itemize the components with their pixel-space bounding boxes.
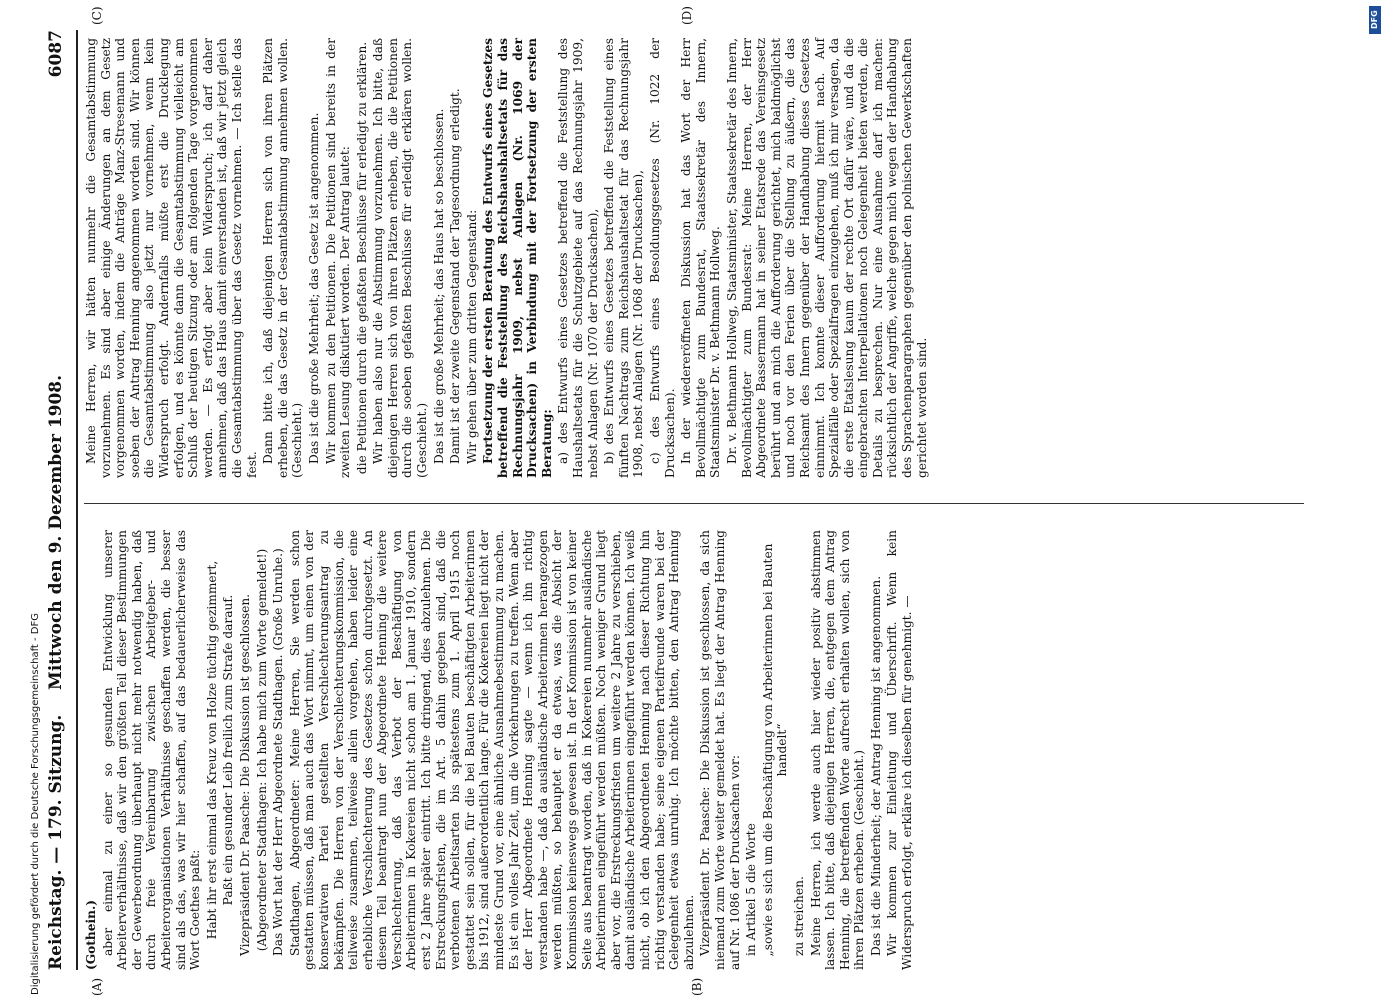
paragraph: Damit ist der zweite Gegenstand der Tagesordnung erledigt. bbox=[448, 88, 463, 464]
paragraph: Wir kommen zur Einleitung und Überschrift. Wenn kein Widerspruch erfolgt, erkläre ich dieselben für genehmigt. — bbox=[885, 530, 915, 970]
marker-c: (C) bbox=[90, 6, 104, 25]
agenda-item: Fortsetzung der ersten Beratung des Entwurfs eines Gesetzes betreffend die Feststellung des Reichshaushaltsetats für das Rechnungsjahr 1909, nebst Anlagen (Nr. 1069 der Drucksachen) in Verbindung mit der Fortsetzung der ersten Beratung: bbox=[481, 38, 554, 478]
marker-b: (B) bbox=[690, 977, 704, 996]
speaker-label: (Gothein.) bbox=[84, 899, 98, 970]
paragraph: Dann bitte ich, daß diejenigen Herren sich von ihren Plätzen erheben, die das Gesetz in der Gesamtabstimmung annehmen wollen. (Geschieht.) bbox=[261, 38, 305, 478]
page-number: 6087 bbox=[46, 30, 66, 78]
paragraph: Stadthagen, Abgeordneter: Meine Herren, Sie werden schon gestatten müssen, daß man auch das Wort nimmt, um einen von der konservativen Partei gestellten Verschlechterungsantrag zu bekämpfen. Die Herren von der Verschlechterungskommission, die teilweise zusammen, teilweise allein vorgehen, haben leider eine erhebliche Verschlechterung des Gesetzes schon durchgesetzt. An diesem Teil beantragt nun der Abgeordnete Henning die weitere Verschlechterung, daß das Verbot der Beschäftigung von Arbeiterinnen in Kokereien nicht schon am 1. Januar 1910, sondern erst 2 Jahre später eintritt. Ich bitte dringend, dies abzulehnen. Die Erstreckungsfristen, die im Art. 5 dahin gegeben sind, daß die verbotenen Arbeitsarten bis spätestens zum 1. April 1915 noch gestattet sein sollen, für die bei Bauten beschäftigten Arbeiterinnen bis 1912, sind außerordentlich lange. Für die Kokereien liegt nicht der mindeste Grund vor, eine ähnliche Ausnahmebestimmung zu machen. Es ist ein volles Jahr Zeit, um die Vorkehrungen zu treffen. Wenn aber der Herr Abgeordnete Henning sagte — wenn ich ihn richtig verstanden habe —, daß da ausländische Arbeiterinnen herangezogen werden müßten, so behauptet er da etwas, was die Absicht der Kommission keineswegs gewesen ist. In der Kommission ist von keiner Seite aus beantragt worden, daß in Kokereien nunmehr ausländische Arbeiterinnen eingeführt werden müßten. Noch weniger Grund liegt aber vor, die Erstreckungsfristen um weitere 2 Jahre zu verschieben, damit ausländische Arbeiterinnen eingeführt werden können. Ich weiß nicht, ob ich den Abgeordneten Henning nach dieser Richtung hin richtig verstanden habe; seine eigenen Parteifreunde waren bei der Gelegenheit etwas unruhig. Ich möchte bitten, den Antrag Henning abzulehnen. bbox=[287, 530, 696, 970]
agenda-subitem: b) des Entwurfs eines Gesetzes betreffend die Feststellung eines fünften Nachtrags zum Reichshaushaltsetat für das Rechnungsjahr 1908, nebst Anlagen (Nr. 1068 der Drucksachen), bbox=[602, 38, 646, 478]
paragraph: Das ist die große Mehrheit; das Haus hat so beschlossen. bbox=[431, 108, 446, 464]
paragraph: in Artikel 5 die Worte bbox=[744, 823, 759, 956]
paragraph: Vizepräsident Dr. Paasche: Die Diskussion ist geschlossen. bbox=[237, 593, 252, 956]
paragraph: zu streichen. bbox=[791, 876, 806, 956]
dfg-logo: DFG bbox=[1369, 6, 1381, 34]
paragraph: aber einmal zu einer so gesunden Entwicklung unserer Arbeiterverhältnisse, daß wir den größten Teil dieser Bestimmungen der Gewerbeordnung überhaupt nicht mehr notwendig haben, daß durch freie Vereinbarung zwischen Arbeitgeber- und Arbeiterorganisationen Verhältnisse geschaffen werden, die besser sind als das, was wir hier schaffen, auf das bedauerlicherweise das Wort Goethes paßt: bbox=[100, 530, 203, 970]
header-date: Mittwoch den 9. Dezember 1908. bbox=[46, 374, 66, 690]
paragraph: Wir kommen zu den Petitionen. Die Petitionen sind bereits in der zweiten Lesung diskutiert worden. Der Antrag lautet: bbox=[323, 38, 353, 478]
right-column bbox=[84, 38, 931, 478]
paragraph: Vizepräsident Dr. Paasche: Die Diskussion ist geschlossen, da sich niemand zum Worte weiter gemeldet hat. Es liegt der Antrag Henning auf Nr. 1086 der Drucksachen vor: bbox=[698, 530, 742, 970]
marker-a: (A) bbox=[90, 977, 104, 996]
page-header bbox=[40, 30, 78, 970]
rotated-page bbox=[40, 6, 1320, 996]
digitization-credit: Digitalisierung gefördert durch die Deutsche Forschungsgemeinschaft - DFG bbox=[30, 612, 41, 995]
quote-line: Paßt ein gesunder Leib freilich zum Strafe darauf. bbox=[221, 594, 236, 906]
marker-d: (D) bbox=[680, 6, 694, 25]
paragraph: Das ist die große Mehrheit; das Gesetz ist angenommen. bbox=[306, 112, 321, 464]
column-divider bbox=[84, 503, 1304, 504]
paragraph: Meine Herren, ich werde auch hier wieder positiv abstimmen lassen. Ich bitte, daß diejenigen Herren, die, entgegen dem Antrag Henning, die betreffenden Worte aufrecht erhalten wollen, sich von ihren Plätzen erheben. (Geschieht.) bbox=[808, 530, 867, 970]
paragraph: Das Wort hat der Herr Abgeordnete Stadthagen. (Große Unruhe.) bbox=[271, 548, 286, 956]
paragraph: In der wiedereröffneten Diskussion hat das Wort der Herr Bevollmächtigte zum Bundesrat, Staatssekretär des Innern, Staatsminister Dr. v. Bethmann Hollweg. bbox=[679, 38, 723, 478]
paragraph: Wir gehen über zum dritten Gegenstand: bbox=[464, 209, 479, 464]
quote-line: Habt ihr erst einmal das Kreuz von Holze tüchtig gezimmert, bbox=[204, 560, 219, 940]
left-column bbox=[84, 530, 917, 970]
interjection: (Abgeordneter Stadthagen: Ich habe mich zum Worte gemeldet!) bbox=[254, 548, 269, 952]
quote-line: „sowie es sich um die Beschäftigung von Arbeiterinnen bei Bauten handelt“ bbox=[760, 543, 790, 957]
header-left: Reichstag. — 179. Sitzung. bbox=[46, 714, 66, 970]
paragraph: Wir haben also nur die Abstimmung vorzunehmen. Ich bitte, daß diejenigen Herren sich von ihren Plätzen erheben, die die Petitionen durch die soeben gefaßten Beschlüsse für erledigt erklären wollen. (Geschieht.) bbox=[371, 38, 430, 478]
paragraph: Das ist die Minderheit; der Antrag Henning ist angenommen. bbox=[868, 575, 883, 956]
paragraph: Meine Herren, wir hätten nunmehr die Gesamtabstimmung vorzunehmen. Es sind aber einige Änderungen an dem Gesetz vorgenommen worden, indem die Anträge Manz-Stresemann und soeben der Antrag Henning angenommen worden sind. Wir können die Gesamtabstimmung also jetzt nur vornehmen, wenn kein Widerspruch erfolgt. Andernfalls müßte erst die Drucklegung erfolgen, und es könnte dann die Gesamtabstimmung vielleicht am Schluß der heutigen Sitzung oder am folgenden Tage vorgenommen werden. — Es erfolgt aber kein Widerspruch; ich darf daher annehmen, daß das Haus damit einverstanden ist, daß wir jetzt gleich die Gesamtabstimmung über das Gesetz vornehmen. — Ich stelle das fest. bbox=[84, 38, 259, 478]
agenda-subitem: c) des Entwurfs eines Besoldungsgesetzes (Nr. 1022 der Drucksachen). bbox=[647, 38, 677, 478]
agenda-subitem: a) des Entwurfs eines Gesetzes betreffend die Feststellung des Haushaltsetats für die Schutzgebiete auf das Rechnungsjahr 1909, nebst Anlagen (Nr. 1070 der Drucksachen), bbox=[556, 38, 600, 478]
paragraph: Dr. v. Bethmann Hollweg, Staatsminister, Staatssekretär des Innern, Bevollmächtigter zum Bundesrat: Meine Herren, der Herr Abgeordnete Bassermann hat in seiner Etatsrede das Vereinsgesetz berührt und an mich die Aufforderung gerichtet, mich baldmöglichst und noch vor den Ferien über die Stellung zu äußern, die das Reichsamt des Innern gegenüber der Handhabung dieses Gesetzes einnimmt. Ich konnte dieser Aufforderung hiermit nach. Auf Spezialfälle oder Spezialfragen einzugehen, muß ich mir versagen, da die erste Etatslesung kaum der rechte Ort dafür wäre, und da die eingebrachten Interpellationen noch Gelegenheit bieten werden, die Details zu besprechen. Nur eine Ausnahme darf ich machen: rücksichtlich der Angriffe, welche gegen mich wegen der Handhabung des Sprachenparagraphen gegenüber den polnischen Gewerkschaften gerichtet worden sind. bbox=[724, 38, 929, 478]
quote-line: die Petitionen durch die gefaßten Beschlüsse für erledigt zu erklären. bbox=[354, 41, 369, 475]
